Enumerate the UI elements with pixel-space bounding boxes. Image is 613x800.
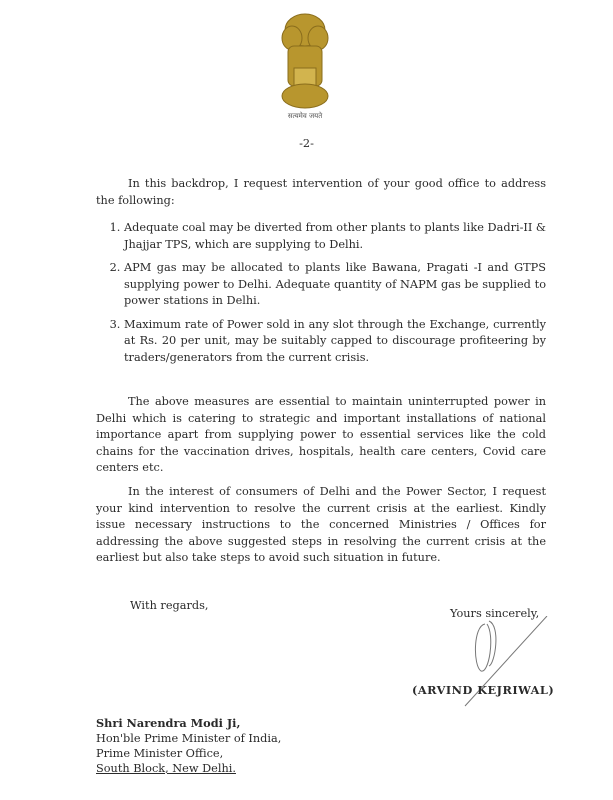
addressee-line: Prime Minister Office, [96,747,224,760]
emblem-motto: सत्यमेव जयते [287,112,323,120]
request-item: 3. Maximum rate of Power sold in any slot through the Exchange, currently at Rs. 20 per unit, may be suitably capped to discourage profiteering by traders/generators from the current crisis. [124,317,546,367]
page-number: -2- [299,137,314,150]
addressee-line: Hon'ble Prime Minister of India, [96,732,282,745]
signatory-name: (ARVIND KEJRIWAL) [412,683,555,697]
valediction: Yours sincerely, [450,607,540,620]
request-item: 2. APM gas may be allocated to plants like Bawana, Pragati -I and GTPS supplying power to Delhi. Adequate quantity of NAPM gas be supplied to power stations in Delhi. [124,260,546,310]
request-item: 1. Adequate coal may be diverted from other plants to plants like Dadri-II & Jhajjar TPS, which are supplying to Delhi. [124,220,546,253]
addressee-line: South Block, New Delhi. [96,762,236,775]
measures-paragraph: The above measures are essential to maintain uninterrupted power in Delhi which is catering to strategic and important installations of national importance apart from supplying power to essential services like the cold chains for the vaccination drives, hospitals, health care centers, Covid care centers etc. [96,395,546,474]
intro-paragraph: In this backdrop, I request intervention of your good office to address the following: [96,177,546,207]
addressee-name: Shri Narendra Modi Ji, [96,716,241,730]
request-list [100,220,546,373]
addressee-block [96,716,281,776]
national-emblem-icon [274,8,336,126]
closing: With regards, [130,599,209,612]
request-paragraph: In the interest of consumers of Delhi and the Power Sector, I request your kind intervention to resolve the current crisis at the earliest. Kindly issue necessary instructions to the concerned Ministries / Offices for addressing the above suggested steps in resolving the current crisis at the earliest but also take steps to avoid such situation in future. [96,485,546,564]
